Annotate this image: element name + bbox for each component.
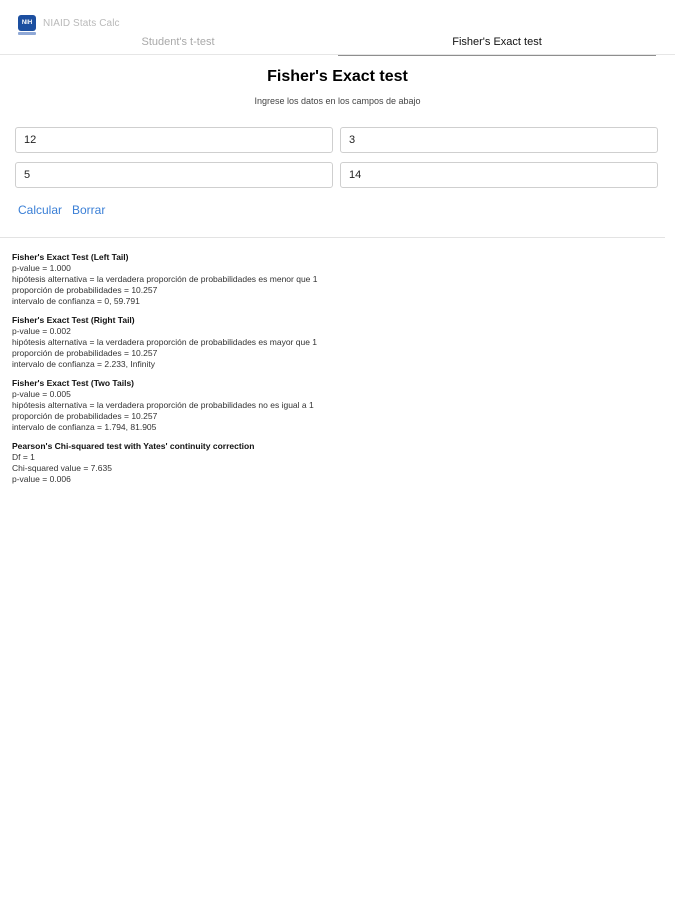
app-logo-icon: [18, 15, 36, 31]
result-line: intervalo de confianza = 2.233, Infinity: [12, 359, 155, 369]
cell-a-input[interactable]: [15, 127, 333, 153]
result-line: p-value = 0.005: [12, 389, 71, 399]
result-line: proporción de probabilidades = 10.257: [12, 285, 158, 295]
tab-students-t-test[interactable]: Student's t-test: [141, 36, 215, 48]
result-line: intervalo de confianza = 0, 59.791: [12, 296, 140, 306]
app-logo-text: NIH: [21, 20, 33, 26]
page-title: Fisher's Exact test: [267, 68, 408, 85]
results-panel: [12, 252, 652, 493]
page-subtitle: Ingrese los datos en los campos de abajo: [254, 96, 421, 106]
result-right-tail: [12, 315, 652, 370]
cell-b-input[interactable]: [340, 127, 658, 153]
result-line: proporción de probabilidades = 10.257: [12, 348, 158, 358]
result-title: Fisher's Exact Test (Two Tails): [12, 378, 134, 388]
cell-d-input[interactable]: [340, 162, 658, 188]
results-divider: [0, 237, 665, 238]
result-line: hipótesis alternativa = la verdadera proporción de probabilidades no es igual a 1: [12, 400, 314, 410]
tab-bar-divider: [0, 54, 675, 55]
calculate-button[interactable]: Calcular: [18, 203, 63, 217]
result-title: Fisher's Exact Test (Left Tail): [12, 252, 129, 262]
result-chi-squared: [12, 441, 652, 485]
result-line: hipótesis alternativa = la verdadera proporción de probabilidades es mayor que 1: [12, 337, 318, 347]
cell-c-input[interactable]: [15, 162, 333, 188]
result-line: Df = 1: [12, 452, 35, 462]
result-line: p-value = 1.000: [12, 263, 71, 273]
tab-bar: [0, 35, 675, 54]
result-line: p-value = 0.006: [12, 474, 71, 484]
result-line: hipótesis alternativa = la verdadera proporción de probabilidades es menor que 1: [12, 274, 318, 284]
app-name: NIAID Stats Calc: [43, 17, 120, 29]
result-title: Pearson's Chi-squared test with Yates' continuity correction: [12, 441, 255, 451]
result-title: Fisher's Exact Test (Right Tail): [12, 315, 135, 325]
app-header: [18, 14, 120, 32]
clear-button[interactable]: Borrar: [72, 203, 106, 217]
result-line: p-value = 0.002: [12, 326, 71, 336]
result-two-tails: [12, 378, 652, 433]
result-line: Chi-squared value = 7.635: [12, 463, 112, 473]
result-left-tail: [12, 252, 652, 307]
result-line: intervalo de confianza = 1.794, 81.905: [12, 422, 157, 432]
result-line: proporción de probabilidades = 10.257: [12, 411, 158, 421]
tab-fishers-exact-test[interactable]: Fisher's Exact test: [338, 35, 656, 56]
